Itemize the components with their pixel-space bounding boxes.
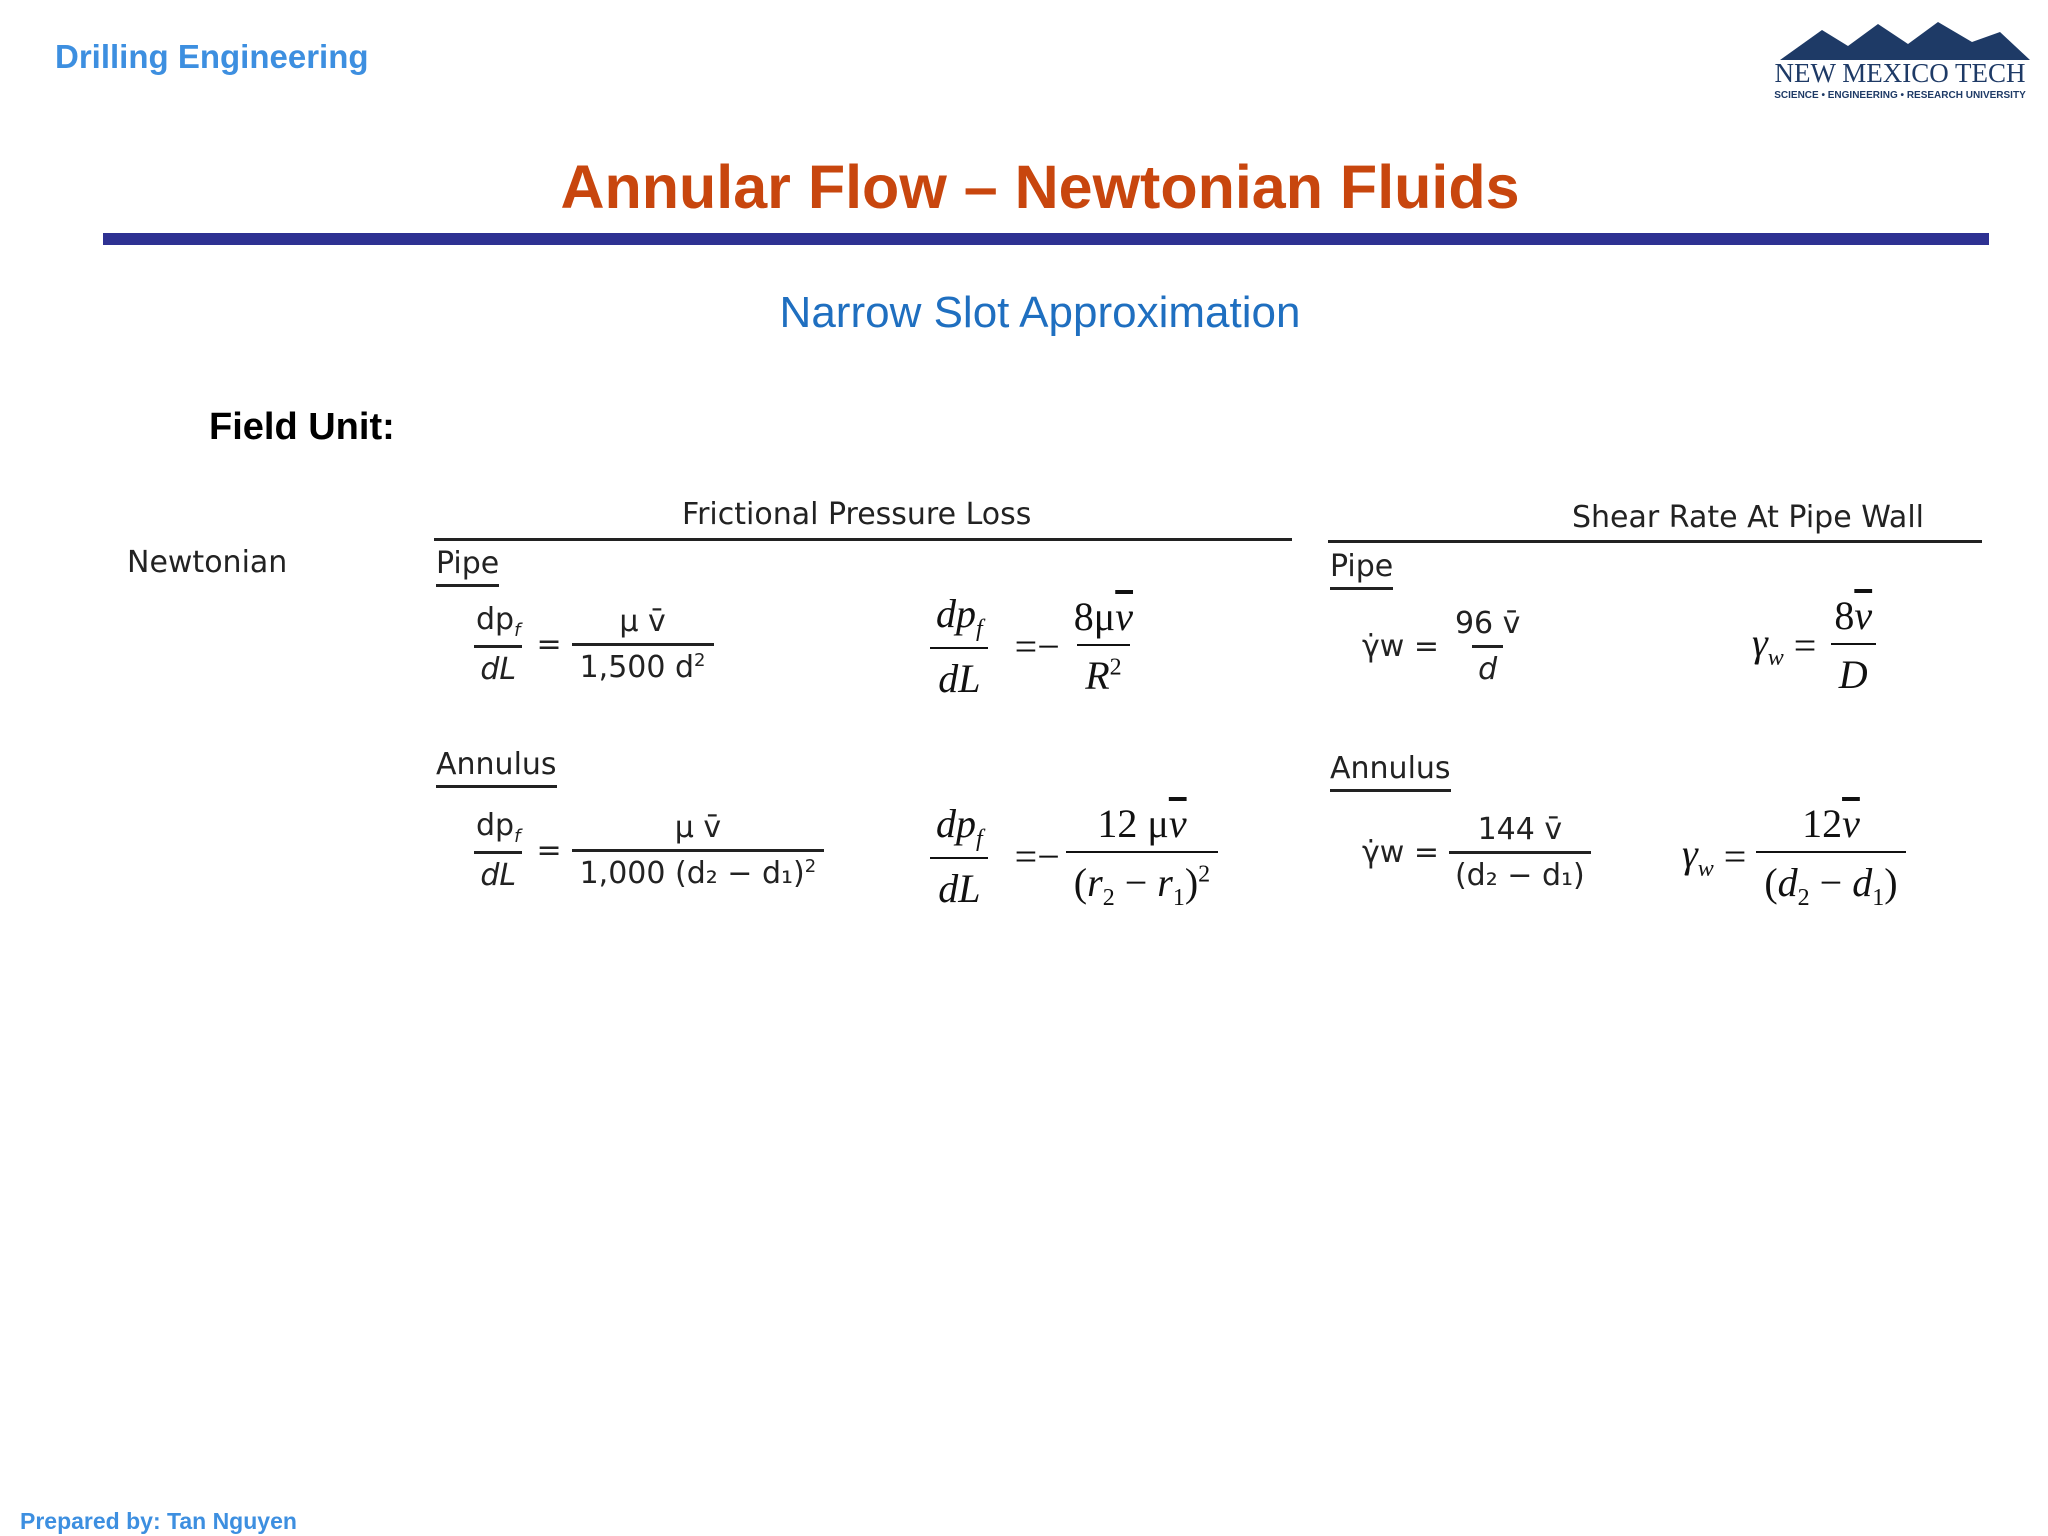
- col-header-shear-rate: Shear Rate At Pipe Wall: [1572, 500, 1924, 535]
- field-unit-label: Field Unit:: [209, 406, 395, 448]
- pipe-shear-formula: γ̇w = $\frac{96 v̄}{d}$: [1362, 606, 1521, 687]
- col2-header-rule: [1328, 540, 1982, 543]
- university-logo: [1760, 18, 2040, 104]
- slide-subtitle: Narrow Slot Approximation: [779, 288, 1301, 337]
- col-header-frictional-loss: Frictional Pressure Loss: [682, 497, 1032, 532]
- title-divider: [103, 233, 1989, 245]
- annulus-loss-formula: $\frac{dp_f}{dL}$ = $\frac{\text{μ v̄}}{1,000 (d_2 - d_1)^2}$: [470, 808, 824, 893]
- annulus-label-loss: Annulus: [436, 747, 557, 788]
- annulus-shear-formula: γ̇w = $\frac{144 v̄}{\text{(d₂ − d₁)}}$: [1362, 812, 1591, 893]
- pipe-loss-equation: $\frac{dp_f}{dL}$ =− $\frac{8\mu\overline{v}}{R^2}$: [928, 590, 1141, 702]
- pipe-shear-equation: $\gamma_w$ = $\frac{8\overline{v}}{D}$: [1752, 592, 1880, 698]
- logo-tagline: SCIENCE • ENGINEERING • RESEARCH UNIVERSITY: [1774, 90, 2026, 101]
- annulus-loss-equation: $\frac{dp_f}{dL}$ =− $\frac{12 \mu\overline{v}}{(r_2 - r_1)^2}$: [928, 800, 1218, 912]
- pipe-label-loss: Pipe: [436, 546, 499, 587]
- pipe-label-shear: Pipe: [1330, 549, 1393, 590]
- course-title: Drilling Engineering: [55, 38, 369, 75]
- logo-name: NEW MEXICO TECH: [1774, 58, 2026, 88]
- annulus-label-shear: Annulus: [1330, 751, 1451, 792]
- annulus-shear-equation: $\gamma_w$ = $\frac{12\overline{v}}{(d_2 - d_1)}$: [1682, 800, 1906, 912]
- pipe-loss-formula: $\frac{dp_f}{dL}$ = $\frac{\text{μ v̄}}{1,500 d^2}$: [470, 602, 714, 687]
- mountain-icon: [1780, 22, 2030, 60]
- col1-header-rule: [434, 538, 1292, 541]
- prepared-by: Prepared by: Tan Nguyen: [20, 1508, 297, 1534]
- row-label-newtonian: Newtonian: [127, 545, 288, 580]
- slide-title: Annular Flow – Newtonian Fluids: [560, 153, 1520, 221]
